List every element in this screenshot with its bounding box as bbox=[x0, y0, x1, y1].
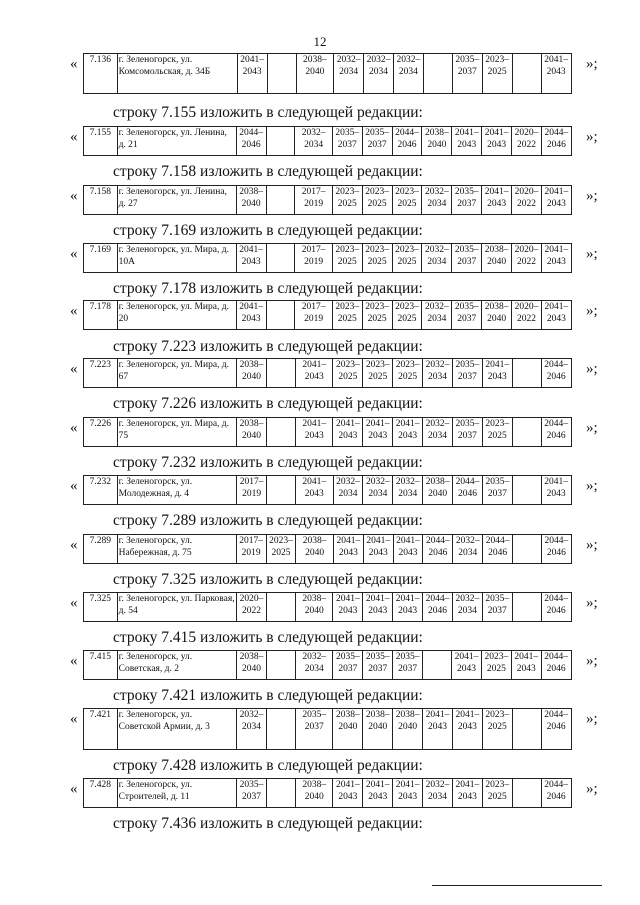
year-cell: 2044– 2046 bbox=[541, 359, 571, 388]
year-cell: 2035– 2037 bbox=[482, 476, 512, 505]
opening-quote: « bbox=[70, 303, 78, 319]
table-row bbox=[84, 244, 601, 273]
address-cell: г. Зеленогорск, ул. Советская, д. 2 bbox=[117, 651, 236, 680]
year-cell: 2020– 2022 bbox=[512, 244, 542, 273]
table-row-block bbox=[70, 592, 600, 621]
closing-quote: »; bbox=[586, 781, 598, 797]
data-table bbox=[83, 650, 600, 680]
table-row-block bbox=[70, 300, 600, 329]
year-cell: 2041– 2043 bbox=[237, 54, 267, 94]
year-cell: 2041– 2043 bbox=[393, 418, 423, 447]
year-cell: 2041– 2043 bbox=[333, 535, 363, 564]
year-cell: 2041– 2043 bbox=[511, 651, 541, 680]
opening-quote: « bbox=[70, 129, 78, 145]
closing-quote: »; bbox=[586, 303, 598, 319]
year-cell: 2032– 2034 bbox=[423, 779, 453, 808]
row-number: 7.178 bbox=[84, 301, 118, 330]
year-cell: 2038– 2040 bbox=[296, 54, 334, 94]
row-number: 7.226 bbox=[84, 418, 118, 447]
year-cell: 2032– 2034 bbox=[453, 535, 483, 564]
address-cell: г. Зеленогорск, ул. Ленина, д. 27 bbox=[117, 186, 236, 215]
year-cell bbox=[512, 593, 541, 622]
year-cell: 2035– 2037 bbox=[452, 186, 482, 215]
table-row bbox=[84, 418, 601, 447]
data-table bbox=[83, 417, 600, 447]
row-number: 7.325 bbox=[84, 593, 118, 622]
section-heading: строку 7.155 изложить в следующей редакции: bbox=[113, 104, 423, 121]
closing-quote: »; bbox=[586, 478, 598, 494]
year-cell: 2020– 2022 bbox=[237, 593, 267, 622]
table-row bbox=[84, 779, 601, 808]
address-cell: г. Зеленогорск, ул. Советской Армии, д. 3 bbox=[117, 709, 236, 750]
year-cell: 2017– 2019 bbox=[237, 476, 267, 505]
year-cell: 2032– 2034 bbox=[295, 651, 333, 680]
table-row bbox=[84, 476, 601, 505]
year-cell: 2041– 2043 bbox=[452, 779, 482, 808]
data-table bbox=[83, 126, 600, 156]
year-cell: 2023– 2025 bbox=[332, 244, 362, 273]
year-cell: 2038– 2040 bbox=[236, 186, 266, 215]
closing-quote: »; bbox=[586, 129, 598, 145]
data-table bbox=[83, 300, 600, 330]
row-number: 7.136 bbox=[84, 54, 118, 94]
table-row-block bbox=[70, 708, 600, 749]
footer-divider bbox=[432, 885, 602, 886]
table-row bbox=[84, 54, 601, 94]
year-cell: 2020– 2022 bbox=[512, 301, 542, 330]
year-cell: 2038– 2040 bbox=[296, 535, 334, 564]
table-row-block bbox=[70, 534, 600, 563]
year-cell: 2023– 2025 bbox=[482, 709, 512, 750]
year-cell bbox=[266, 359, 295, 388]
row-number: 7.223 bbox=[84, 359, 118, 388]
year-cell: 2044– 2046 bbox=[236, 127, 266, 156]
year-cell: 2035– 2037 bbox=[452, 301, 482, 330]
year-cell bbox=[512, 779, 541, 808]
section-heading: строку 7.169 изложить в следующей редакции: bbox=[113, 222, 423, 239]
year-cell: 2038– 2040 bbox=[393, 709, 423, 750]
table-row bbox=[84, 127, 601, 156]
year-cell bbox=[266, 593, 295, 622]
table-row bbox=[84, 535, 601, 564]
closing-quote: »; bbox=[586, 188, 598, 204]
year-cell: 2041– 2043 bbox=[541, 301, 571, 330]
closing-quote: »; bbox=[586, 361, 598, 377]
year-cell: 2041– 2043 bbox=[295, 359, 333, 388]
data-table bbox=[83, 708, 600, 750]
year-cell: 2023– 2025 bbox=[266, 535, 296, 564]
table-row-block bbox=[70, 417, 600, 446]
year-cell bbox=[266, 651, 295, 680]
page-number: 12 bbox=[313, 34, 327, 49]
year-cell: 2023– 2025 bbox=[362, 244, 392, 273]
opening-quote: « bbox=[70, 188, 78, 204]
year-cell bbox=[267, 476, 296, 505]
closing-quote: »; bbox=[586, 595, 598, 611]
year-cell: 2041– 2043 bbox=[295, 476, 333, 505]
year-cell: 2032– 2034 bbox=[333, 476, 363, 505]
year-cell: 2023– 2025 bbox=[482, 418, 512, 447]
row-number: 7.232 bbox=[84, 476, 118, 505]
year-cell: 2041– 2043 bbox=[363, 593, 393, 622]
opening-quote: « bbox=[70, 711, 78, 727]
year-cell: 2035– 2037 bbox=[452, 244, 482, 273]
year-cell: 2041– 2043 bbox=[236, 244, 266, 273]
closing-quote: »; bbox=[586, 56, 598, 72]
row-number: 7.155 bbox=[84, 127, 118, 156]
year-cell: 2044– 2046 bbox=[423, 593, 453, 622]
year-cell: 2044– 2046 bbox=[453, 476, 483, 505]
year-cell: 2038– 2040 bbox=[237, 418, 267, 447]
section-heading: строку 7.178 изложить в следующей редакции: bbox=[113, 280, 423, 297]
year-cell: 2041– 2043 bbox=[541, 476, 571, 505]
opening-quote: « bbox=[70, 653, 78, 669]
year-cell: 2035– 2037 bbox=[452, 359, 482, 388]
opening-quote: « bbox=[70, 595, 78, 611]
year-cell: 2044– 2046 bbox=[541, 651, 571, 680]
year-cell bbox=[266, 709, 295, 750]
year-cell: 2041– 2043 bbox=[333, 779, 363, 808]
year-cell: 2035– 2037 bbox=[362, 127, 392, 156]
year-cell: 2038– 2040 bbox=[237, 359, 267, 388]
opening-quote: « bbox=[70, 478, 78, 494]
year-cell: 2035– 2037 bbox=[482, 593, 512, 622]
row-number: 7.169 bbox=[84, 244, 118, 273]
year-cell: 2038– 2040 bbox=[422, 127, 452, 156]
year-cell: 2038– 2040 bbox=[482, 301, 512, 330]
section-heading: строку 7.232 изложить в следующей редакции: bbox=[113, 454, 423, 471]
address-cell: г. Зеленогорск, ул. Ленина, д. 21 bbox=[117, 127, 236, 156]
data-table bbox=[83, 778, 600, 808]
year-cell: 2038– 2040 bbox=[423, 476, 453, 505]
section-heading: строку 7.436 изложить в следующей редакции: bbox=[113, 815, 423, 832]
year-cell: 2041– 2043 bbox=[541, 186, 571, 215]
section-heading: строку 7.428 изложить в следующей редакции: bbox=[113, 757, 423, 774]
year-cell: 2044– 2046 bbox=[541, 418, 571, 447]
opening-quote: « bbox=[70, 56, 78, 72]
year-cell: 2041– 2043 bbox=[393, 593, 423, 622]
section-heading: строку 7.289 изложить в следующей редакции: bbox=[113, 512, 423, 529]
year-cell: 2041– 2043 bbox=[333, 418, 363, 447]
table-row-block bbox=[70, 126, 600, 155]
table-row-block bbox=[70, 243, 600, 272]
year-cell bbox=[266, 127, 295, 156]
year-cell: 2044– 2046 bbox=[541, 709, 571, 750]
row-number: 7.415 bbox=[84, 651, 118, 680]
year-cell: 2017– 2019 bbox=[295, 186, 333, 215]
year-cell: 2017– 2019 bbox=[295, 244, 333, 273]
table-row bbox=[84, 359, 601, 388]
year-cell: 2041– 2043 bbox=[295, 418, 333, 447]
year-cell: 2038– 2040 bbox=[295, 779, 333, 808]
row-number: 7.421 bbox=[84, 709, 118, 750]
year-cell: 2044– 2046 bbox=[541, 127, 571, 156]
year-cell: 2035– 2037 bbox=[332, 127, 362, 156]
year-cell: 2035– 2037 bbox=[237, 779, 267, 808]
table-row bbox=[84, 651, 601, 680]
year-cell: 2032– 2034 bbox=[393, 54, 423, 94]
year-cell: 2023– 2025 bbox=[392, 186, 422, 215]
year-cell: 2041– 2043 bbox=[482, 186, 512, 215]
closing-quote: »; bbox=[586, 653, 598, 669]
address-cell: г. Зеленогорск, ул. Мира, д. 20 bbox=[117, 301, 236, 330]
year-cell: 2044– 2046 bbox=[541, 535, 571, 564]
table-row-block bbox=[70, 778, 600, 807]
year-cell: 2035– 2037 bbox=[333, 651, 363, 680]
opening-quote: « bbox=[70, 246, 78, 262]
year-cell: 2038– 2040 bbox=[295, 593, 333, 622]
year-cell: 2032– 2034 bbox=[422, 244, 452, 273]
row-number: 7.289 bbox=[84, 535, 118, 564]
year-cell: 2044– 2046 bbox=[392, 127, 422, 156]
year-cell bbox=[423, 54, 452, 94]
section-heading: строку 7.226 изложить в следующей редакции: bbox=[113, 395, 423, 412]
year-cell: 2038– 2040 bbox=[482, 244, 512, 273]
year-cell bbox=[423, 651, 452, 680]
year-cell: 2035– 2037 bbox=[452, 418, 482, 447]
data-table bbox=[83, 358, 600, 388]
year-cell bbox=[266, 186, 295, 215]
section-heading: строку 7.223 изложить в следующей редакции: bbox=[113, 338, 423, 355]
year-cell: 2023– 2025 bbox=[393, 359, 423, 388]
table-row-block bbox=[70, 358, 600, 387]
year-cell: 2023– 2025 bbox=[332, 301, 362, 330]
year-cell: 2038– 2040 bbox=[237, 651, 267, 680]
year-cell: 2023– 2025 bbox=[362, 301, 392, 330]
data-table bbox=[83, 243, 600, 273]
year-cell bbox=[512, 54, 541, 94]
table-row-block bbox=[70, 475, 600, 504]
opening-quote: « bbox=[70, 420, 78, 436]
year-cell: 2032– 2034 bbox=[452, 593, 482, 622]
section-heading: строку 7.421 изложить в следующей редакции: bbox=[113, 687, 423, 704]
year-cell: 2032– 2034 bbox=[295, 127, 333, 156]
address-cell: г. Зеленогорск, ул. Парковая, д. 54 bbox=[117, 593, 236, 622]
section-heading: строку 7.415 изложить в следующей редакции: bbox=[113, 629, 423, 646]
year-cell: 2017– 2019 bbox=[236, 535, 266, 564]
year-cell: 2041– 2043 bbox=[482, 359, 512, 388]
year-cell: 2032– 2034 bbox=[423, 359, 453, 388]
table-row-block bbox=[70, 185, 600, 214]
year-cell bbox=[266, 418, 295, 447]
closing-quote: »; bbox=[586, 246, 598, 262]
data-table bbox=[83, 592, 600, 622]
year-cell: 2041– 2043 bbox=[452, 651, 482, 680]
year-cell bbox=[512, 418, 541, 447]
year-cell: 2023– 2025 bbox=[392, 244, 422, 273]
data-table bbox=[83, 534, 600, 564]
year-cell: 2044– 2046 bbox=[541, 593, 571, 622]
year-cell: 2032– 2034 bbox=[423, 418, 453, 447]
year-cell: 2038– 2040 bbox=[363, 709, 393, 750]
year-cell: 2023– 2025 bbox=[482, 779, 512, 808]
year-cell: 2017– 2019 bbox=[295, 301, 333, 330]
section-heading: строку 7.325 изложить в следующей редакции: bbox=[113, 571, 423, 588]
address-cell: г. Зеленогорск, ул. Мира, д. 75 bbox=[117, 418, 236, 447]
row-number: 7.158 bbox=[84, 186, 118, 215]
year-cell: 2032– 2034 bbox=[422, 301, 452, 330]
year-cell: 2020– 2022 bbox=[512, 127, 542, 156]
year-cell: 2032– 2034 bbox=[334, 54, 364, 94]
opening-quote: « bbox=[70, 361, 78, 377]
year-cell: 2044– 2046 bbox=[483, 535, 513, 564]
year-cell bbox=[266, 779, 295, 808]
year-cell: 2035– 2037 bbox=[295, 709, 333, 750]
address-cell: г. Зеленогорск, ул. Набережная, д. 75 bbox=[117, 535, 236, 564]
year-cell: 2032– 2034 bbox=[393, 476, 423, 505]
year-cell: 2041– 2043 bbox=[333, 593, 363, 622]
address-cell: г. Зеленогорск, ул. Мира, д. 10А bbox=[117, 244, 236, 273]
year-cell bbox=[512, 476, 541, 505]
year-cell: 2023– 2025 bbox=[332, 186, 362, 215]
row-number: 7.428 bbox=[84, 779, 118, 808]
year-cell: 2035– 2037 bbox=[363, 651, 393, 680]
year-cell: 2035– 2037 bbox=[452, 54, 482, 94]
year-cell: 2041– 2043 bbox=[452, 709, 482, 750]
data-table bbox=[83, 53, 600, 94]
year-cell: 2032– 2034 bbox=[422, 186, 452, 215]
year-cell: 2023– 2025 bbox=[363, 359, 393, 388]
year-cell bbox=[266, 301, 295, 330]
year-cell: 2023– 2025 bbox=[362, 186, 392, 215]
year-cell: 2041– 2043 bbox=[236, 301, 266, 330]
year-cell: 2032– 2034 bbox=[364, 54, 394, 94]
table-row bbox=[84, 186, 601, 215]
table-row bbox=[84, 709, 601, 750]
year-cell: 2041– 2043 bbox=[363, 535, 393, 564]
year-cell: 2041– 2043 bbox=[363, 418, 393, 447]
section-heading: строку 7.158 изложить в следующей редакции: bbox=[113, 163, 423, 180]
year-cell: 2044– 2046 bbox=[423, 535, 453, 564]
year-cell: 2041– 2043 bbox=[541, 244, 571, 273]
year-cell bbox=[513, 535, 542, 564]
year-cell: 2041– 2043 bbox=[393, 535, 423, 564]
year-cell: 2023– 2025 bbox=[481, 651, 511, 680]
table-row-block bbox=[70, 650, 600, 679]
year-cell: 2032– 2034 bbox=[237, 709, 267, 750]
table-row-block bbox=[70, 53, 600, 93]
year-cell bbox=[512, 359, 541, 388]
year-cell: 2035– 2037 bbox=[393, 651, 423, 680]
year-cell: 2041– 2043 bbox=[482, 127, 512, 156]
closing-quote: »; bbox=[586, 537, 598, 553]
address-cell: г. Зеленогорск, ул. Молодежная, д. 4 bbox=[117, 476, 237, 505]
opening-quote: « bbox=[70, 781, 78, 797]
table-row bbox=[84, 301, 601, 330]
year-cell: 2023– 2025 bbox=[392, 301, 422, 330]
year-cell: 2038– 2040 bbox=[333, 709, 363, 750]
address-cell: г. Зеленогорск, ул. Мира, д. 67 bbox=[117, 359, 236, 388]
year-cell bbox=[267, 54, 296, 94]
year-cell: 2041– 2043 bbox=[452, 127, 482, 156]
year-cell: 2032– 2034 bbox=[363, 476, 393, 505]
year-cell bbox=[266, 244, 295, 273]
year-cell: 2023– 2025 bbox=[482, 54, 512, 94]
table-row bbox=[84, 593, 601, 622]
data-table bbox=[83, 475, 600, 505]
data-table bbox=[83, 185, 600, 215]
year-cell: 2023– 2025 bbox=[333, 359, 363, 388]
year-cell: 2041– 2043 bbox=[363, 779, 393, 808]
year-cell: 2041– 2043 bbox=[541, 54, 571, 94]
year-cell: 2044– 2046 bbox=[541, 779, 571, 808]
year-cell: 2041– 2043 bbox=[393, 779, 423, 808]
closing-quote: »; bbox=[586, 420, 598, 436]
year-cell: 2020– 2022 bbox=[512, 186, 542, 215]
address-cell: г. Зеленогорск, ул. Комсомольская, д. 34Б bbox=[117, 54, 237, 94]
year-cell: 2041– 2043 bbox=[423, 709, 453, 750]
address-cell: г. Зеленогорск, ул. Строителей, д. 11 bbox=[117, 779, 236, 808]
closing-quote: »; bbox=[586, 711, 598, 727]
year-cell bbox=[512, 709, 541, 750]
opening-quote: « bbox=[70, 537, 78, 553]
